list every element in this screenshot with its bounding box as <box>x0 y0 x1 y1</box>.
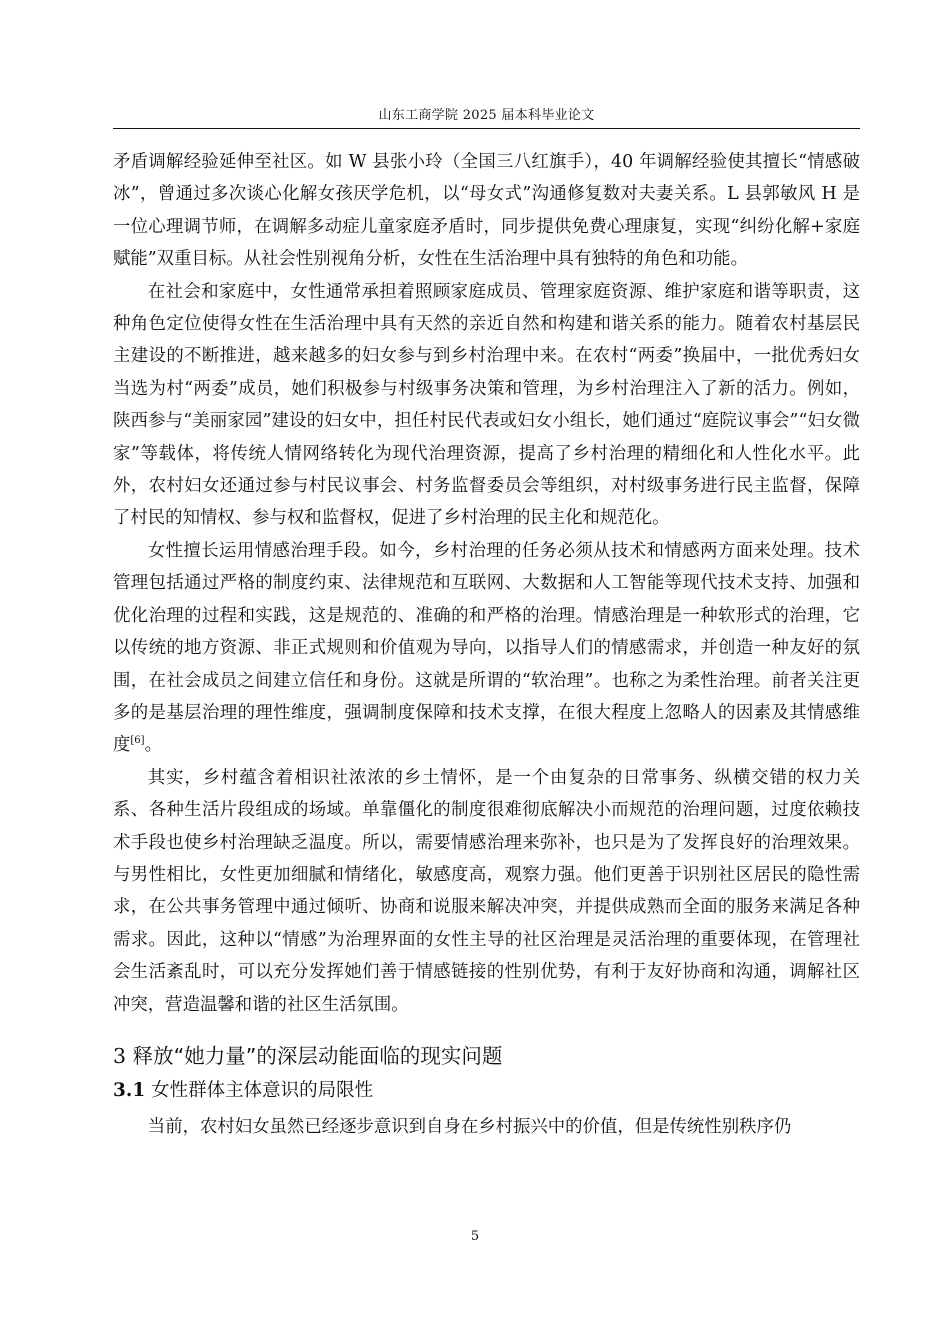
section-3-1-title: 女性群体主体意识的局限性 <box>151 1079 374 1101</box>
paragraph-3 <box>113 535 860 762</box>
paragraph-4: 其实，乡村蕴含着相识社浓浓的乡土情怀，是一个由复杂的日常事务、纵横交错的权力关系、各种生活片段组成的场域。单靠僵化的制度很难彻底解决小而规范的治理问题，过度依赖技术手段也使乡村治理缺乏温度。所以，需要情感治理来弥补，也只是为了发挥良好的治理效果。与男性相比，女性更加细腻和情绪化，敏感度高，观察力强。他们更善于识别社区居民的隐性需求，在公共事务管理中通过倾听、协商和说服来解决冲突，并提供成熟而全面的服务来满足各种需求。因此，这种以“情感”为治理界面的女性主导的社区治理是灵活治理的重要体现，在管理社会生活紊乱时，可以充分发挥她们善于情感链接的性别优势，有利于友好协商和沟通，调解社区冲突，营造温馨和谐的社区生活氛围。 <box>113 767 860 1015</box>
paragraph-5: 当前，农村妇女虽然已经逐步意识到自身在乡村振兴中的价值，但是传统性别秩序仍 <box>147 1116 792 1137</box>
paragraph-3-text: 女性擅长运用情感治理手段。如今，乡村治理的任务必须从技术和情感两方面来处理。技术管理包括通过严格的制度约束、法律规范和互联网、大数据和人工智能等现代技术支持、加强和优化治理的过程和实践，这是规范的、准确的和严格的治理。情感治理是一种软形式的治理，它以传统的地方资源、非正式规则和价值观为导向，以指导人们的情感需求，并创造一种友好的氛围，在社会成员之间建立信任和身份。这就是所谓的“软治理”。也称之为柔性治理。前者关注更多的是基层治理的理性维度，强调制度保障和技术支撑，在很大程度上忽略人的因素及其情感维度 <box>113 540 860 756</box>
page-header: 山东工商学院 2025 届本科毕业论文 <box>378 108 595 123</box>
page-number: 5 <box>470 1229 480 1244</box>
section-3-title: 释放“她力量”的深层动能面临的现实问题 <box>132 1043 503 1068</box>
header-divider <box>113 128 860 129</box>
section-3-1-heading <box>113 1071 860 1111</box>
paragraph-1: 矛盾调解经验延伸至社区。如 W 县张小玲（全国三八红旗手），40 年调解经验使其擅长“情感破冰”，曾通过多次谈心化解女孩厌学危机，以“母女式”沟通修复数对夫妻关系。L 县郭敏风 H 是一位心理调节师，在调解多动症儿童家庭矛盾时，同步提供免费心理康复，实现“纠纷化解+家庭赋能”双重目标。从社会性别视角分析，女性在生活治理中具有独特的角色和功能。 <box>113 152 860 270</box>
section-3-heading <box>113 1021 860 1071</box>
section-3-1-number: 3.1 <box>113 1079 146 1101</box>
paragraph-2: 在社会和家庭中，女性通常承担着照顾家庭成员、管理家庭资源、维护家庭和谐等职责，这种角色定位使得女性在生活治理中具有天然的亲近自然和构建和谐关系的能力。随着农村基层民主建设的不断推进，越来越多的妇女参与到乡村治理中来。在农村“两委”换届中，一批优秀妇女当选为村“两委”成员，她们积极参与村级事务决策和管理，为乡村治理注入了新的活力。例如，陕西参与“美丽家园”建设的妇女中，担任村民代表或妇女小组长，她们通过“庭院议事会”“妇女微家”等载体，将传统人情网络转化为现代治理资源，提高了乡村治理的精细化和人性化水平。此外，农村妇女还通过参与村民议事会、村务监督委员会等组织，对村级事务进行民主监督，保障了村民的知情权、参与权和监督权，促进了乡村治理的民主化和规范化。 <box>113 281 860 529</box>
paragraph-3-end: 。 <box>144 735 162 756</box>
citation-6[interactable]: [6] <box>130 735 145 747</box>
page-body <box>113 146 860 1143</box>
section-3-number: 3 <box>113 1043 127 1068</box>
